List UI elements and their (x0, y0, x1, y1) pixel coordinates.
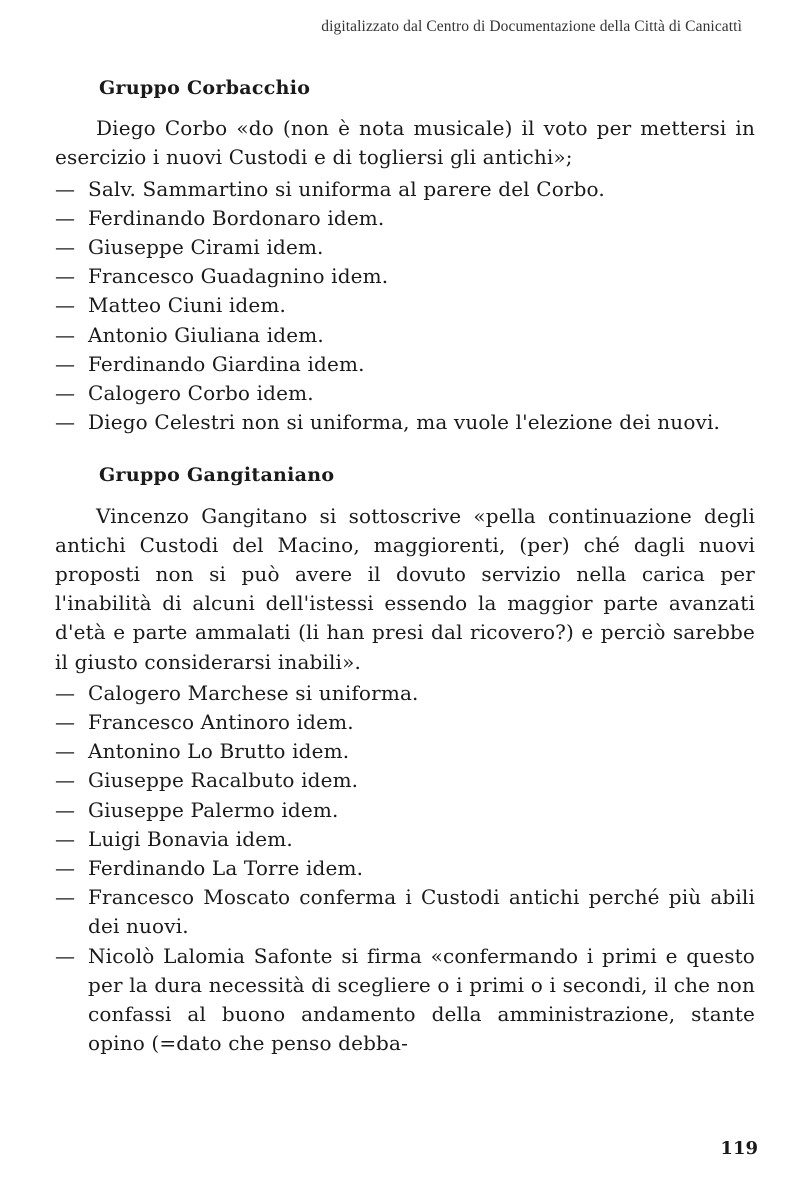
list-dash: — (55, 739, 76, 764)
list-item: — Nicolò Lalomia Safonte si firma «confermando i primi e questo per la dura necessità di scegliere o i primi o i secondi, il che non confassi al buono andamento della amministrazione, stante opino (=dato che penso debba- (55, 943, 755, 1056)
list-dash: — (55, 205, 76, 230)
list-dash: — (55, 264, 76, 289)
list-dash: — (55, 176, 76, 201)
list-item: — Antonio Giuliana idem. (55, 321, 755, 350)
list-dash: — (55, 410, 76, 435)
list-item: — Ferdinando Giardina idem. (55, 350, 755, 379)
list-item: — Diego Celestri non si uniforma, ma vuole l'elezione dei nuovi. (55, 408, 755, 437)
list-item: — Calogero Marchese si uniforma. (55, 679, 755, 708)
list-item: — Matteo Ciuni idem. (55, 291, 755, 320)
digitization-watermark: digitalizzato dal Centro di Documentazione della Città di Canicattì (321, 18, 742, 35)
list-item: — Giuseppe Racalbuto idem. (55, 766, 755, 795)
vote-list-gangitaniano (55, 679, 755, 1059)
list-item: — Salv. Sammartino si uniforma al parere del Corbo. (55, 175, 755, 204)
list-item: — Calogero Corbo idem. (55, 379, 755, 408)
section-intro-gangitaniano: Vincenzo Gangitano si sottoscrive «pella continuazione degli antichi Custodi del Macino, maggiorenti, (per) ché dagli nuovi proposti non si può avere il dovuto servizio nella carica per l'inabilità di alcuni dell'istessi essendo la maggior parte avanzati d'età e parte ammalati (li han presi dal ricovero?) e perciò sarebbe il giusto considerarsi inabili». (55, 503, 755, 674)
page-content (55, 74, 755, 1059)
list-dash: — (55, 293, 76, 318)
section-intro-corbacchio: Diego Corbo «do (non è nota musicale) il voto per mettersi in esercizio i nuovi Custodi e di togliersi gli antichi»; (55, 116, 755, 170)
section-heading-corbacchio: Gruppo Corbacchio (99, 77, 311, 99)
list-item: — Francesco Guadagnino idem. (55, 262, 755, 291)
section-heading-gangitaniano: Gruppo Gangitaniano (99, 464, 335, 487)
list-item: — Francesco Antinoro idem. (55, 708, 755, 737)
list-dash: — (55, 235, 76, 260)
section-spacer (55, 437, 755, 461)
vote-list-corbacchio (55, 175, 755, 438)
list-item: — Francesco Moscato conferma i Custodi antichi perché più abili dei nuovi. (55, 885, 755, 939)
list-item: — Luigi Bonavia idem. (55, 825, 755, 854)
list-dash: — (55, 381, 76, 406)
list-dash: — (55, 797, 76, 822)
list-item: — Antonino Lo Brutto idem. (55, 737, 755, 766)
list-dash: — (55, 768, 76, 793)
list-dash: — (55, 943, 76, 968)
list-item: — Ferdinando Bordonaro idem. (55, 204, 755, 233)
list-dash: — (55, 351, 76, 376)
page-number: 119 (720, 1138, 758, 1159)
list-dash: — (55, 885, 76, 910)
list-item: — Ferdinando La Torre idem. (55, 854, 755, 883)
list-dash: — (55, 710, 76, 735)
list-dash: — (55, 680, 76, 705)
list-dash: — (55, 322, 76, 347)
list-item: — Giuseppe Palermo idem. (55, 796, 755, 825)
list-item: — Giuseppe Cirami idem. (55, 233, 755, 262)
list-dash: — (55, 856, 76, 881)
list-dash: — (55, 826, 76, 851)
